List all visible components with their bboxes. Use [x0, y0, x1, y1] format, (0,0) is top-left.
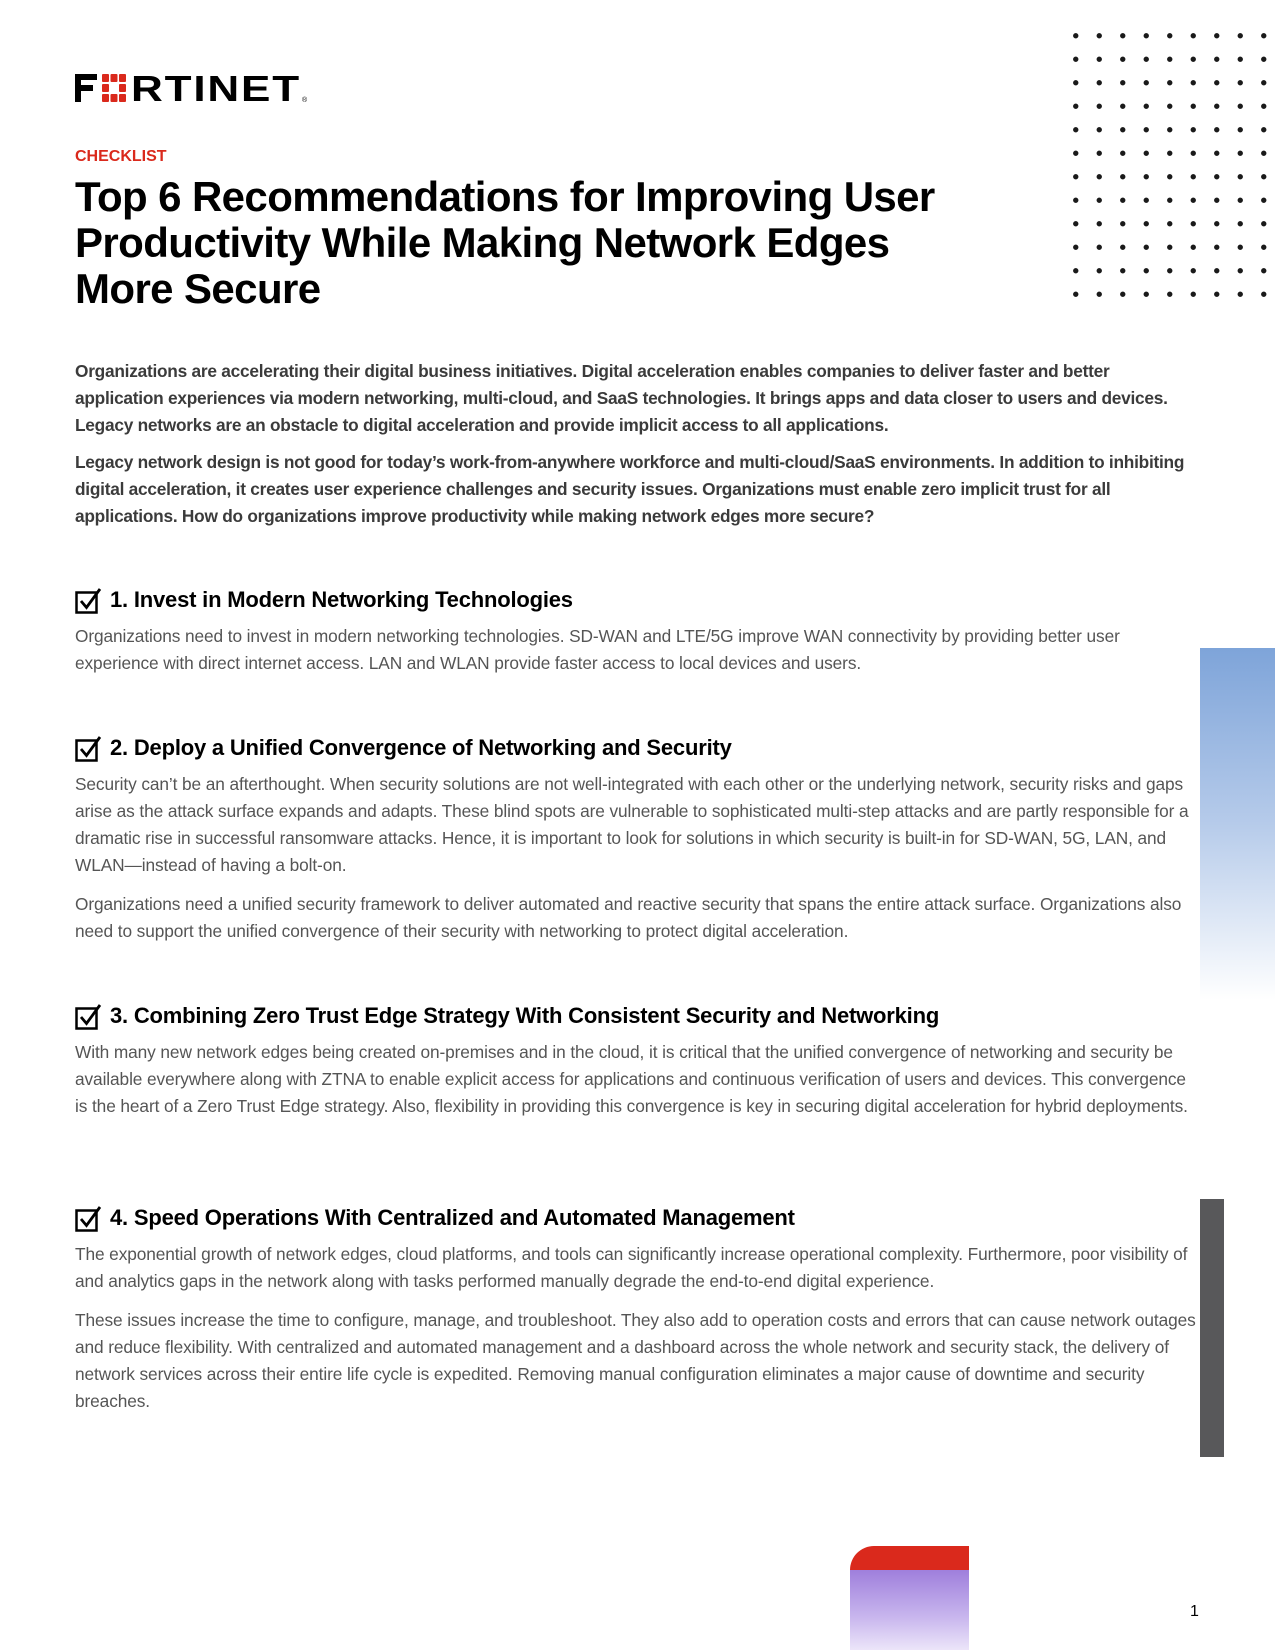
- section-paragraph: With many new network edges being created on-premises and in the cloud, it is critical that the unified convergence of networking and security be available everywhere along with ZTNA to enable explicit access for applications and continuous verification of users and devices. This convergence is the heart of a Zero Trust Edge strategy. Also, flexibility in providing this convergence is key in securing digital acceleration for hybrid deployments.: [75, 1042, 1188, 1116]
- checkbox-checked-icon: [75, 1205, 102, 1232]
- bottom-color-block-decoration: [850, 1546, 969, 1650]
- dot-pattern-decoration: [1064, 24, 1275, 311]
- section-body: [75, 1039, 1200, 1120]
- checklist-section-1: [75, 585, 1200, 689]
- section-body: [75, 623, 1200, 677]
- logo-red-grid: [102, 74, 126, 102]
- intro-paragraph: Legacy network design is not good for today’s work-from-anywhere workforce and multi-cloud/SaaS environments. In addition to inhibiting digital acceleration, it creates user experience challenges and security issues. Organizations must enable zero implicit trust for all applications. How do organizations improve productivity while making network edges more secure?: [75, 452, 1185, 526]
- page-title: Top 6 Recommendations for Improving User Productivity While Making Network Edges More Secure: [75, 173, 935, 312]
- checklist-section-2: [75, 733, 1200, 957]
- eyebrow-label: CHECKLIST: [75, 148, 167, 165]
- section-paragraph: These issues increase the time to configure, manage, and troubleshoot. They also add to operation costs and errors that can cause network outages and reduce flexibility. With centralized and automated management and a dashboard across the whole network and security stack, the delivery of network services across their entire life cycle is expedited. Removing manual configuration eliminates a major cause of downtime and security breaches.: [75, 1310, 1196, 1411]
- page-number: 1: [1190, 1603, 1199, 1620]
- section-paragraph: Security can’t be an afterthought. When security solutions are not well-integrated with each other or the underlying network, security risks and gaps arise as the attack surface expands and adapts. These blind spots are vulnerable to sophisticated multi-step attacks and are partly responsible for a dramatic rise in successful ransomware attacks. Hence, it is important to look for solutions in which security is built-in for SD-WAN, 5G, LAN, and WLAN—instead of having a bolt-on.: [75, 774, 1189, 875]
- purple-gradient-decoration: [850, 1570, 969, 1650]
- section-heading: [75, 585, 1200, 615]
- section-title: 4. Speed Operations With Centralized and Automated Management: [110, 1205, 795, 1230]
- section-heading: [75, 1001, 1200, 1031]
- logo-letter-f: [75, 74, 97, 102]
- section-heading: [75, 1203, 1200, 1233]
- intro: [75, 358, 1200, 540]
- section-body: [75, 1241, 1200, 1415]
- section-paragraph: The exponential growth of network edges, cloud platforms, and tools can significantly increase operational complexity. Furthermore, poor visibility of and analytics gaps in the network along with tasks performed manually degrade the end-to-end digital experience.: [75, 1244, 1188, 1291]
- gray-bar-decoration: [1200, 1199, 1224, 1457]
- section-title: 3. Combining Zero Trust Edge Strategy With Consistent Security and Networking: [110, 1003, 940, 1028]
- red-tab-decoration: [850, 1546, 969, 1570]
- checklist-section-4: [75, 1203, 1200, 1427]
- section-title: 2. Deploy a Unified Convergence of Networking and Security: [110, 735, 732, 760]
- svg-text:®: ®: [302, 97, 308, 102]
- svg-text:RTINET: RTINET: [131, 74, 301, 102]
- section-heading: [75, 733, 1200, 763]
- intro-paragraph: Organizations are accelerating their digital business initiatives. Digital acceleration enables companies to deliver faster and better application experiences via modern networking, multi-cloud, and SaaS technologies. It brings apps and data closer to users and devices. Legacy networks are an obstacle to digital acceleration and provide implicit access to all applications.: [75, 361, 1168, 435]
- section-title: 1. Invest in Modern Networking Technologies: [110, 587, 573, 612]
- section-body: [75, 771, 1200, 945]
- fortinet-logo: [75, 74, 308, 102]
- section-paragraph: Organizations need a unified security framework to deliver automated and reactive security that spans the entire attack surface. Organizations also need to support the unified convergence of their security with networking to protect digital acceleration.: [75, 894, 1182, 941]
- checkbox-checked-icon: [75, 735, 102, 762]
- section-paragraph: Organizations need to invest in modern networking technologies. SD-WAN and LTE/5G improve WAN connectivity by providing better user experience with direct internet access. LAN and WLAN provide faster access to local devices and users.: [75, 626, 1120, 673]
- checkbox-checked-icon: [75, 587, 102, 614]
- checkbox-checked-icon: [75, 1003, 102, 1030]
- blue-gradient-bar-decoration: [1200, 648, 1275, 1000]
- checklist-section-3: [75, 1001, 1200, 1132]
